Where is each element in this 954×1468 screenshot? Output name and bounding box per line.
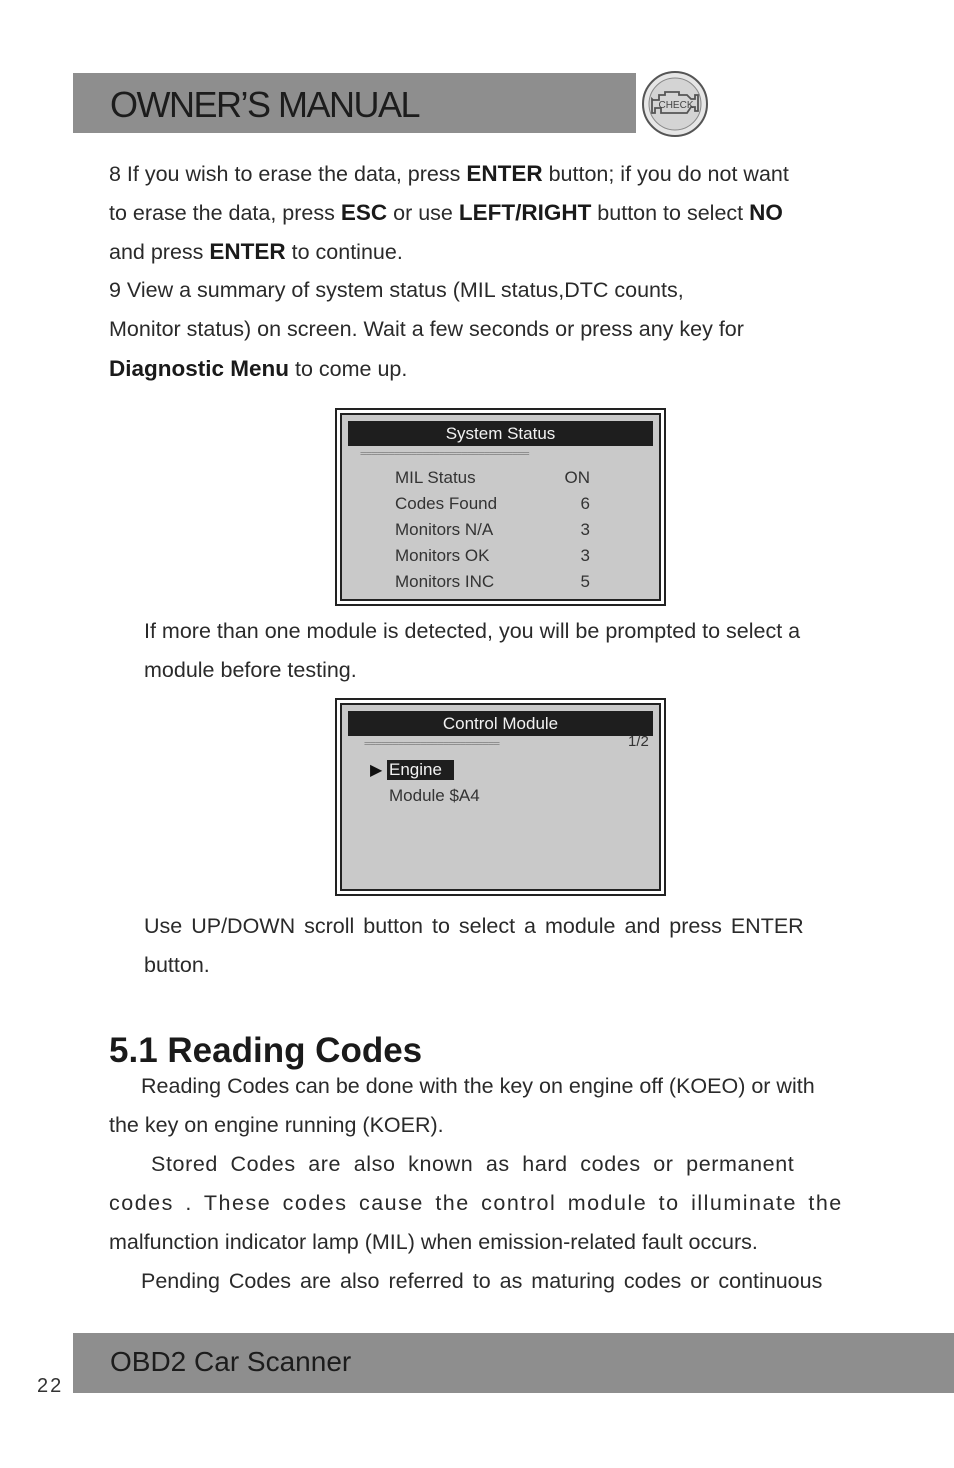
lcd-title: System Status [348, 421, 653, 446]
section-title: 5.1 Reading Codes [109, 1031, 423, 1070]
page-number: 22 [37, 1375, 64, 1397]
module-item-a4[interactable]: Module $A4 [389, 786, 480, 805]
control-module-screen [335, 698, 666, 896]
status-value: 5 [580, 572, 590, 591]
step-8-line-1: 8 If you wish to erase the data, press ENTER button; if you do not want [109, 161, 789, 186]
footer-title: OBD2 Car Scanner [110, 1346, 352, 1377]
step-9-line-3: Diagnostic Menu to come up. [109, 356, 408, 381]
status-label: MIL Status [395, 468, 476, 487]
status-value: 6 [580, 494, 590, 513]
check-engine-icon [641, 70, 709, 138]
page-header-title: OWNER’S MANUAL [110, 84, 420, 125]
svg-text:CHECK: CHECK [658, 100, 694, 111]
select-note-line-2: button. [144, 953, 210, 977]
lcd-display [340, 703, 661, 891]
system-status-screen [335, 408, 666, 606]
section-body [109, 1067, 879, 1301]
step-9-line-1: 9 View a summary of system status (MIL status,DTC counts, [109, 278, 684, 302]
body-line: codes . These codes cause the control module to illuminate the [109, 1191, 843, 1215]
step-9-text [109, 271, 879, 388]
body-line: Stored Codes are also known as hard codes or permanent [151, 1152, 795, 1176]
step-8-line-3: and press ENTER to continue. [109, 239, 403, 264]
page-indicator: 1/2 [628, 733, 649, 750]
status-label: Codes Found [395, 494, 498, 513]
status-label: Monitors OK [395, 546, 490, 565]
lcd-separator: ============================== [360, 449, 529, 459]
step-8-line-2: to erase the data, press ESC or use LEFT/RIGHT button to select NO [109, 200, 783, 225]
body-line: the key on engine running (KOER). [109, 1113, 444, 1137]
module-note-line-2: module before testing. [144, 658, 357, 682]
lcd-title: Control Module [348, 711, 653, 736]
step-8-text [109, 154, 879, 271]
select-note-line-1: Use UP/DOWN scroll button to select a module and press ENTER [144, 914, 804, 938]
selection-arrow-icon: ▶ [370, 762, 383, 779]
lcd-separator: ======================== [364, 739, 499, 749]
body-line: Pending Codes are also referred to as maturing codes or continuous [141, 1269, 823, 1293]
select-note [144, 907, 879, 985]
lcd-display [340, 413, 661, 601]
status-value: 3 [580, 546, 590, 565]
module-item-engine[interactable]: Engine [387, 760, 454, 780]
body-line: malfunction indicator lamp (MIL) when emission-related fault occurs. [109, 1230, 758, 1254]
step-9-line-2: Monitor status) on screen. Wait a few seconds or press any key for [109, 317, 744, 341]
status-value: ON [564, 468, 590, 487]
status-label: Monitors N/A [395, 520, 494, 539]
body-line: Reading Codes can be done with the key on engine off (KOEO) or with [141, 1074, 815, 1098]
module-note [144, 612, 879, 690]
status-label: Monitors INC [395, 572, 495, 591]
status-value: 3 [580, 520, 590, 539]
module-note-line-1: If more than one module is detected, you will be prompted to select a [144, 619, 801, 643]
